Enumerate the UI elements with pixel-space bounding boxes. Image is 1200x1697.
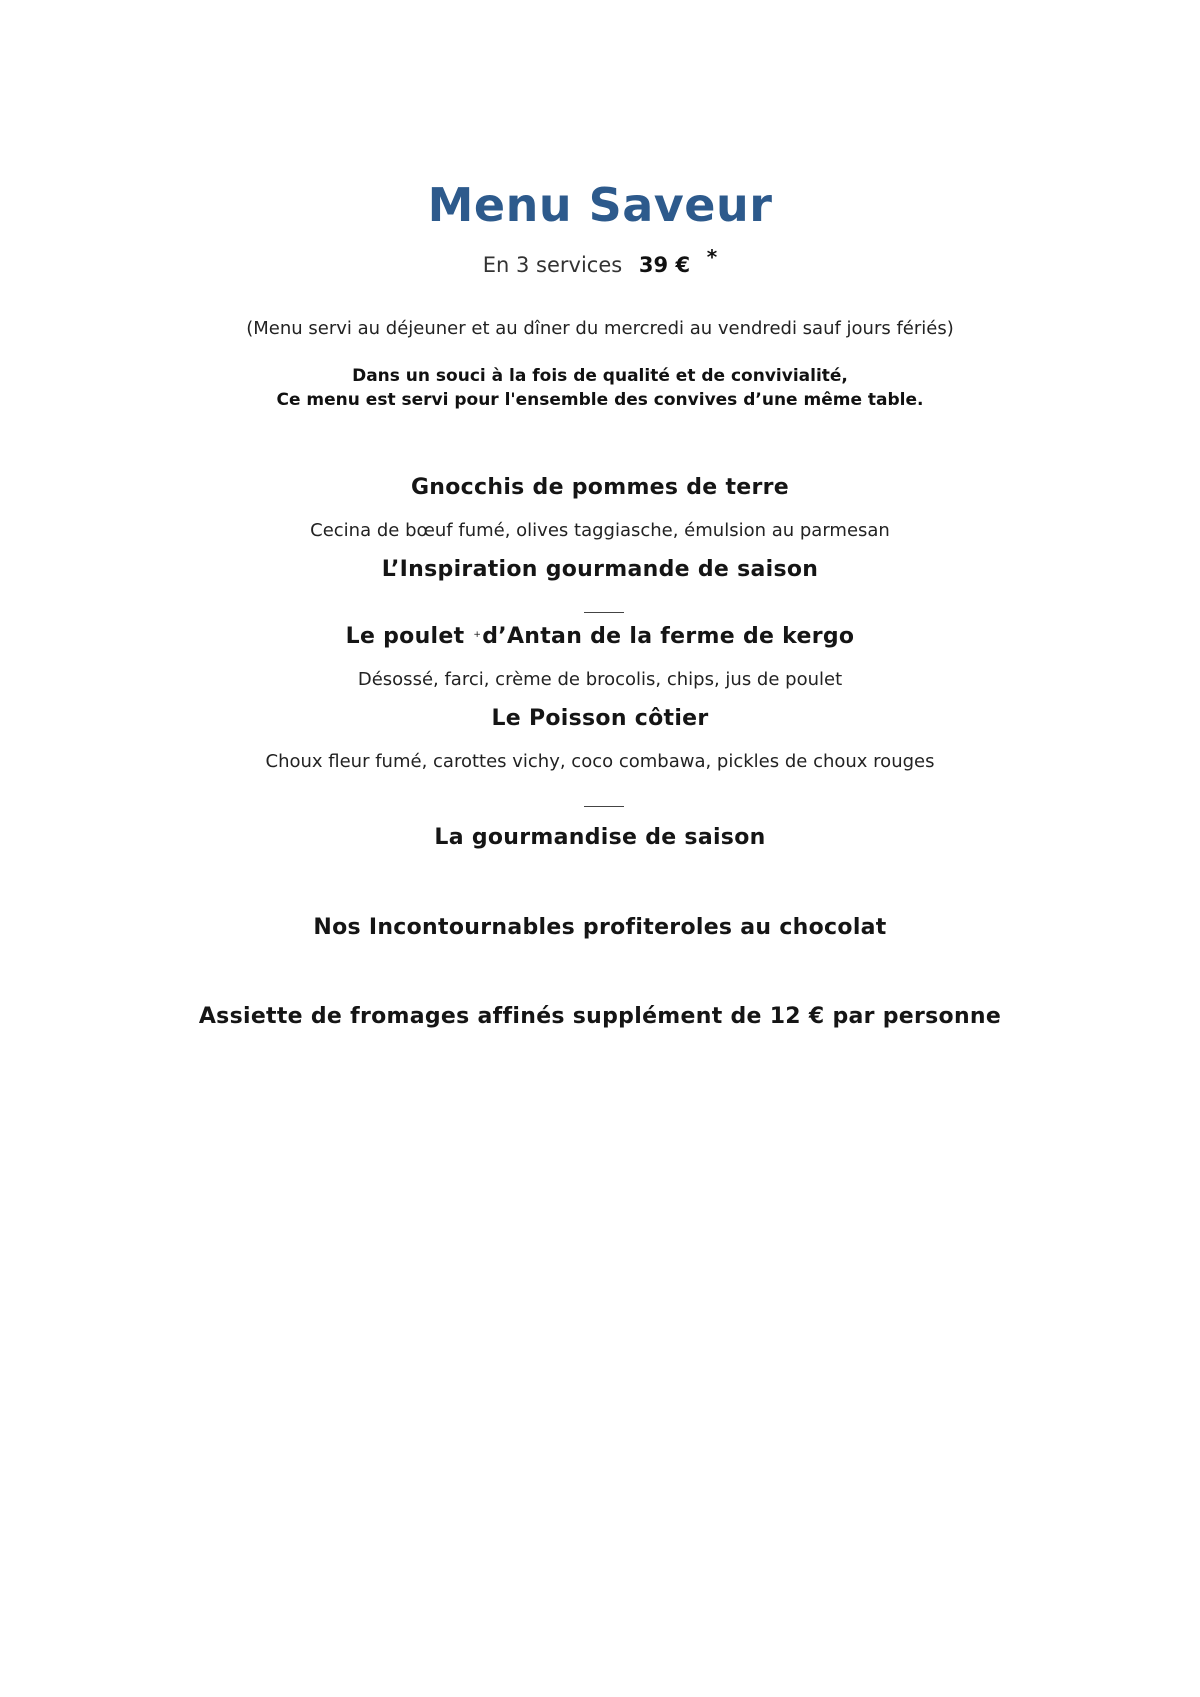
menu-price: 39 € <box>638 253 691 277</box>
policy-line-1: Dans un souci à la fois de qualité et de convivialité, <box>352 366 848 386</box>
main-2-name: Le Poisson côtier <box>491 706 709 731</box>
price-line <box>0 245 1200 277</box>
starter-1-name: Gnocchis de pommes de terre <box>410 475 790 500</box>
main-1-desc: Désossé, farci, crème de brocolis, chips, jus de poulet <box>357 669 843 690</box>
main-2-desc: Choux fleur fumé, carottes vichy, coco combawa, pickles de choux rouges <box>265 751 935 772</box>
dessert-2-name: Nos Incontournables profiteroles au chocolat <box>313 915 887 940</box>
main-1-name-part-b: d’Antan de la ferme de kergo <box>482 624 855 649</box>
price-asterisk: * <box>706 245 718 269</box>
dessert-1-name: La gourmandise de saison <box>434 825 766 850</box>
main-1-mark: + <box>473 630 482 640</box>
starter-2-name: L’Inspiration gourmande de saison <box>381 557 819 582</box>
section-divider-1 <box>584 612 624 613</box>
main-1-name-part-a: Le poulet <box>345 624 465 649</box>
main-1-name <box>0 624 1200 649</box>
cheese-supplement: Assiette de fromages affinés supplément de 12 € par personne <box>198 1004 1002 1029</box>
section-divider-2 <box>584 806 624 807</box>
service-note: (Menu servi au déjeuner et au dîner du mercredi au vendredi sauf jours fériés) <box>246 318 954 339</box>
menu-title: Menu Saveur <box>427 178 773 232</box>
starter-1-desc: Cecina de bœuf fumé, olives taggiasche, émulsion au parmesan <box>310 520 890 541</box>
services-label: En 3 services <box>482 253 623 277</box>
policy-line-2: Ce menu est servi pour l'ensemble des convives d’une même table. <box>276 390 924 410</box>
